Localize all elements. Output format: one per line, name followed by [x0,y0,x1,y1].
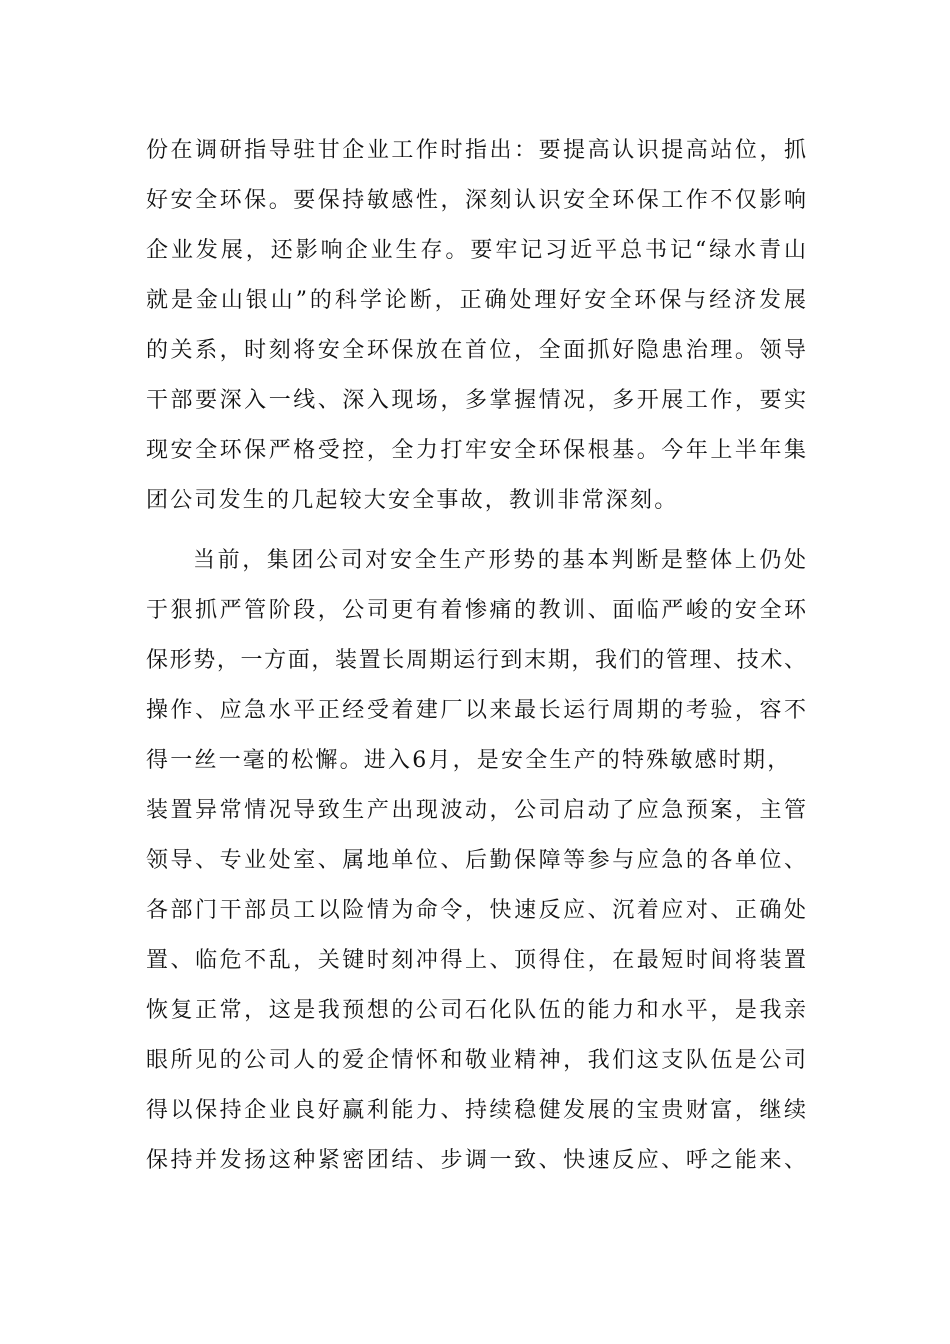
text-line: 保形势，一方面，装置长周期运行到末期，我们的管理、技术、 [146,648,806,673]
text-line: 好安全环保。要保持敏感性，深刻认识安全环保工作不仅影响 [146,188,806,213]
text-line: 份在调研指导驻甘企业工作时指出：要提高认识提高站位，抓 [146,138,806,163]
text-line: 装置异常情况导致生产出现波动，公司启动了应急预案，主管 [146,798,806,823]
text-line: 的关系，时刻将安全环保放在首位，全面抓好隐患治理。领导 [146,338,806,363]
text-line: 就是金山银山”的科学论断，正确处理好安全环保与经济发展 [146,288,806,313]
text-line: 置、临危不乱，关键时刻冲得上、顶得住，在最短时间将装置 [146,948,806,973]
text-line: 眼所见的公司人的爱企情怀和敬业精神，我们这支队伍是公司 [146,1048,806,1073]
text-line: 得一丝一毫的松懈。进入6月，是安全生产的特殊敏感时期， [146,748,792,773]
text-line: 干部要深入一线、深入现场，多掌握情况，多开展工作，要实 [146,388,806,413]
text-line: 领导、专业处室、属地单位、后勤保障等参与应急的各单位、 [146,848,806,873]
text-line: 操作、应急水平正经受着建厂以来最长运行周期的考验，容不 [146,698,806,723]
text-line: 现安全环保严格受控，全力打牢安全环保根基。今年上半年集 [146,438,806,463]
text-line: 团公司发生的几起较大安全事故，教训非常深刻。 [146,488,679,513]
text-line: 于狠抓严管阶段，公司更有着惨痛的教训、面临严峻的安全环 [146,598,806,623]
text-line: 企业发展，还影响企业生存。要牢记习近平总书记“绿水青山 [146,238,806,263]
text-line: 保持并发扬这种紧密团结、步调一致、快速反应、呼之能来、 [146,1148,806,1173]
text-line: 当前，集团公司对安全生产形势的基本判断是整体上仍处 [193,548,806,573]
text-line: 恢复正常，这是我预想的公司石化队伍的能力和水平，是我亲 [146,998,806,1023]
text-line: 各部门干部员工以险情为命令，快速反应、沉着应对、正确处 [146,898,806,923]
text-line: 得以保持企业良好赢利能力、持续稳健发展的宝贵财富，继续 [146,1098,806,1123]
